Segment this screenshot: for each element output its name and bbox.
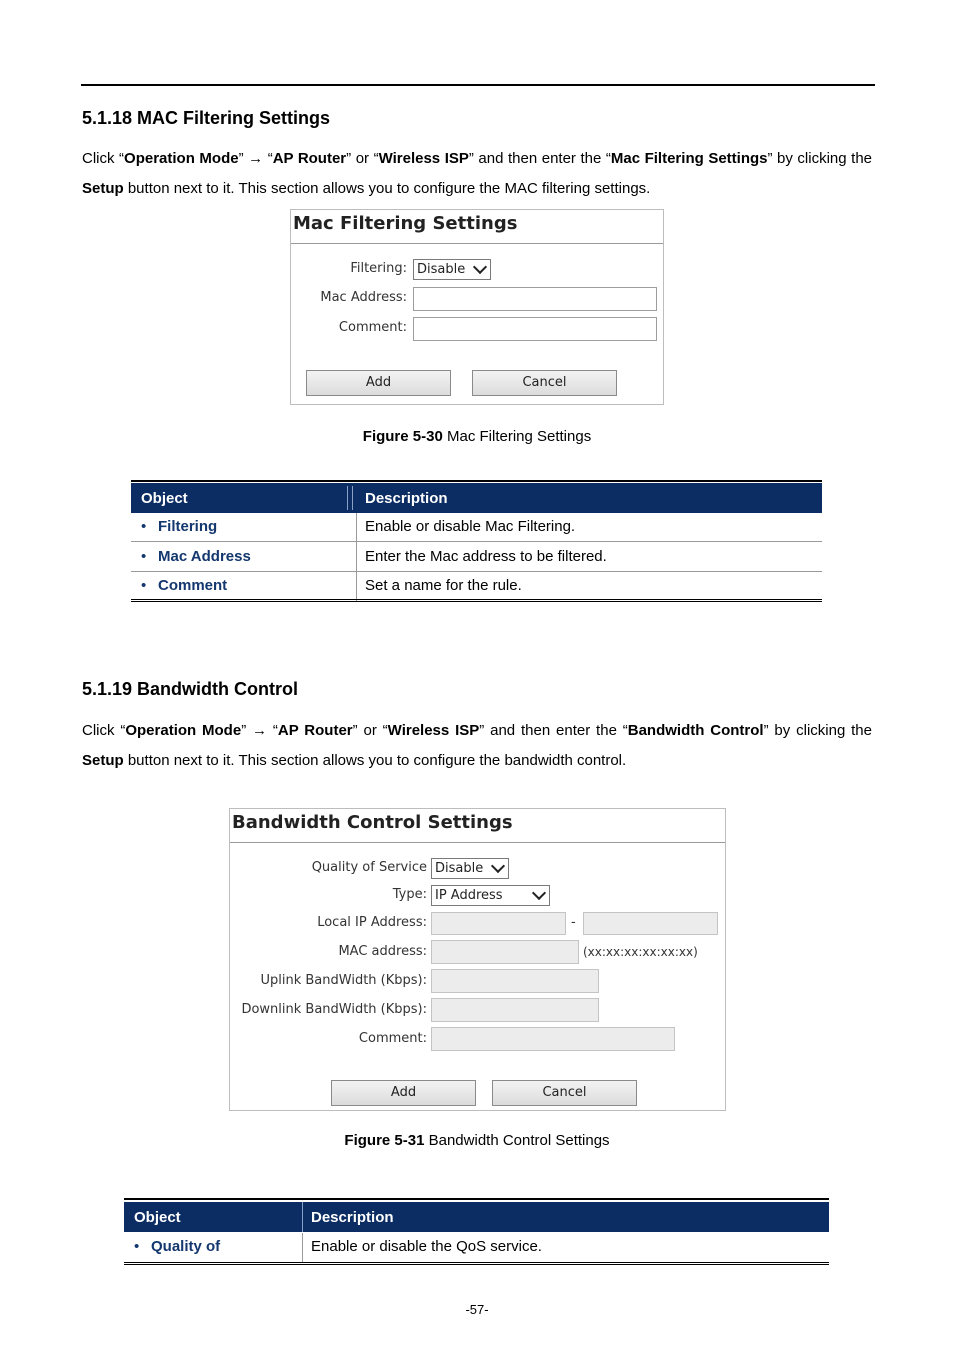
section-heading-mac-filtering: 5.1.18 MAC Filtering Settings [82, 108, 331, 128]
column-divider [356, 513, 357, 601]
column-header-object: Object [141, 490, 188, 507]
table-row [124, 1233, 829, 1262]
local-ip-label: Local IP Address: [317, 915, 427, 930]
mac-address-input[interactable] [413, 287, 657, 311]
table-top-rule [131, 480, 822, 482]
column-divider [302, 1233, 303, 1263]
table-bottom-rule [124, 1262, 829, 1265]
mac-format-hint: (xx:xx:xx:xx:xx:xx) [583, 945, 698, 959]
mac-address-label: MAC address: [338, 944, 427, 959]
comment-label: Comment: [338, 320, 407, 335]
column-header-description: Description [365, 490, 448, 507]
bandwidth-control-settings-panel [229, 808, 726, 1111]
panel-divider [230, 842, 725, 843]
mac-intro-paragraph: Click “Operation Mode” → “AP Router” or “Wireless ISP” and then enter the “Mac Filtering Settings” by clicking the Setup button next to it. This section allows you to configure the MAC filtering settings. [82, 150, 873, 197]
column-header-description: Description [311, 1209, 394, 1226]
filtering-select[interactable]: Disable [413, 259, 491, 280]
range-dash: - [571, 915, 576, 930]
page-number: -57- [465, 1302, 489, 1317]
chevron-down-icon [473, 260, 487, 274]
description-cell: Enter the Mac address to be filtered. [365, 548, 607, 565]
table-row [131, 543, 822, 572]
table-bottom-rule [131, 599, 822, 602]
comment-label: Comment: [358, 1031, 427, 1046]
uplink-label: Uplink BandWidth (Kbps): [260, 973, 427, 988]
object-cell: • Comment [158, 577, 227, 594]
bw-intro-paragraph: Click “Operation Mode” → “AP Router” or “Wireless ISP” and then enter the “Bandwidth Control” by clicking the Setup button next to it. This section allows you to configure the bandwidth control. [82, 722, 872, 769]
description-cell: Enable or disable Mac Filtering. [365, 518, 576, 535]
figure-caption-bandwidth: Figure 5-31 Bandwidth Control Settings [344, 1132, 610, 1149]
downlink-input[interactable] [431, 998, 599, 1022]
uplink-input[interactable] [431, 969, 599, 993]
qos-select[interactable]: Disable [431, 858, 509, 879]
local-ip-start-input[interactable] [431, 912, 566, 935]
chevron-down-icon [532, 886, 546, 900]
figure-caption-mac: Figure 5-30 Mac Filtering Settings [362, 428, 592, 445]
panel-title: Mac Filtering Settings [293, 213, 518, 234]
object-cell: • Quality of [151, 1238, 220, 1255]
mac-address-input[interactable] [431, 940, 579, 964]
bw-table-header [124, 1202, 829, 1232]
table-row [131, 513, 822, 542]
downlink-label: Downlink BandWidth (Kbps): [241, 1002, 427, 1017]
filtering-label: Filtering: [350, 261, 407, 276]
panel-title: Bandwidth Control Settings [232, 812, 513, 833]
chevron-down-icon [491, 859, 505, 873]
type-select[interactable]: IP Address [431, 885, 550, 906]
comment-input[interactable] [431, 1027, 675, 1051]
object-cell: • Mac Address [158, 548, 251, 565]
panel-divider [291, 243, 663, 244]
table-top-rule [124, 1198, 829, 1200]
object-cell: • Filtering [158, 518, 217, 535]
add-button[interactable]: Add [306, 370, 451, 396]
qos-label: Quality of Service [311, 860, 427, 875]
column-header-object: Object [134, 1209, 181, 1226]
local-ip-end-input[interactable] [583, 912, 718, 935]
mac-address-label: Mac Address: [320, 290, 407, 305]
description-cell: Enable or disable the QoS service. [311, 1238, 542, 1255]
add-button[interactable]: Add [331, 1080, 476, 1106]
cancel-button[interactable]: Cancel [472, 370, 617, 396]
type-label: Type: [392, 887, 427, 902]
section-heading-bandwidth-control: 5.1.19 Bandwidth Control [82, 679, 299, 699]
description-cell: Set a name for the rule. [365, 577, 522, 594]
comment-input[interactable] [413, 317, 657, 341]
header-rule [81, 84, 875, 86]
mac-table-header [131, 483, 822, 513]
mac-filtering-settings-panel [290, 209, 664, 405]
table-row [131, 572, 822, 601]
cancel-button[interactable]: Cancel [492, 1080, 637, 1106]
